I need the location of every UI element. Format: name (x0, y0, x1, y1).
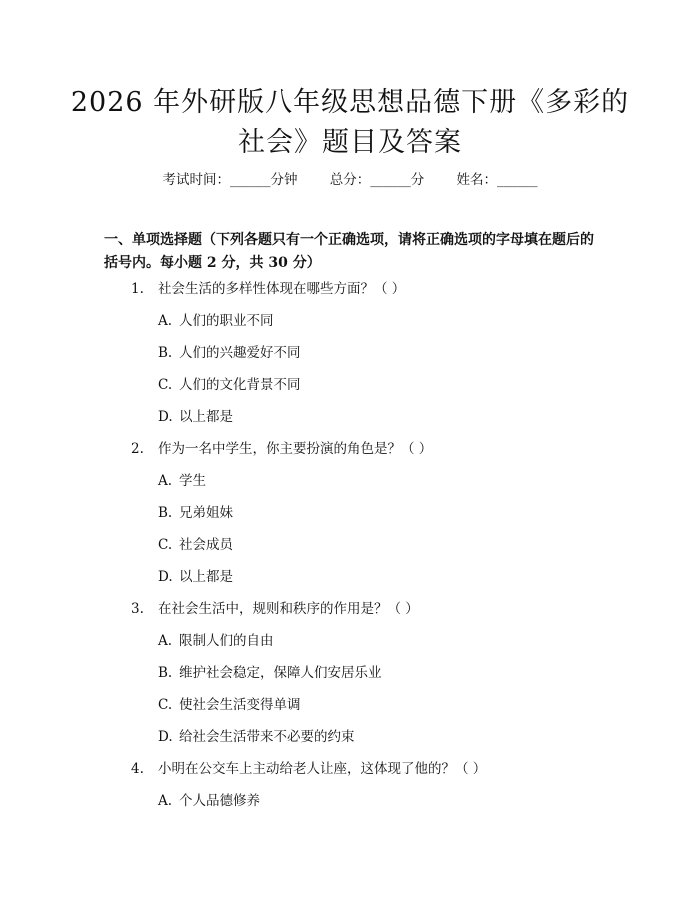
option-text: 限制人们的自由 (179, 633, 274, 649)
option-letter: D. (158, 569, 173, 585)
question-item (131, 279, 405, 299)
option-letter: A. (158, 793, 173, 809)
option-item (158, 631, 274, 651)
option-text: 给社会生活带来不必要的约束 (179, 729, 355, 745)
option-text: 个人品德修养 (179, 793, 260, 809)
question-text: 小明在公交车上主动给老人让座，这体现了他的？（ ） (158, 761, 487, 777)
option-letter: A. (158, 313, 173, 329)
question-item (131, 599, 419, 619)
option-text: 以上都是 (179, 569, 233, 585)
option-text: 兄弟姐妹 (179, 505, 233, 521)
question-text: 社会生活的多样性体现在哪些方面？（ ） (158, 281, 406, 297)
option-text: 人们的职业不同 (179, 313, 274, 329)
exam-meta (0, 168, 700, 188)
option-item (158, 727, 355, 747)
student-name-label: 姓名：______ (456, 172, 538, 188)
option-text: 社会成员 (179, 537, 233, 553)
option-item (158, 343, 301, 363)
option-text: 人们的兴趣爱好不同 (179, 345, 301, 361)
option-item (158, 791, 260, 811)
option-letter: B. (158, 345, 173, 361)
section-heading-single-choice: 一、单项选择题（下列各题只有一个正确选项，请将正确选项的字母填在题后的括号内。每小题 2 分，共 30 分） (104, 232, 594, 271)
document-title-line-1: 2026 年外研版八年级思想品德下册《多彩的 (70, 87, 630, 118)
option-letter: A. (158, 473, 173, 489)
option-item (158, 471, 206, 491)
question-number: 1. (131, 281, 144, 297)
question-number: 3. (131, 601, 144, 617)
option-letter: C. (158, 537, 173, 553)
question-text: 在社会生活中，规则和秩序的作用是？（ ） (158, 601, 419, 617)
option-letter: C. (158, 697, 173, 713)
option-letter: D. (158, 409, 173, 425)
option-item (158, 311, 274, 331)
option-letter: B. (158, 505, 173, 521)
option-item (158, 503, 233, 523)
option-item (158, 407, 233, 427)
question-number: 4. (131, 761, 144, 777)
option-item (158, 695, 301, 715)
option-item (158, 663, 382, 683)
option-text: 人们的文化背景不同 (179, 377, 301, 393)
option-text: 维护社会稳定，保障人们安居乐业 (179, 665, 382, 681)
question-item (131, 439, 432, 459)
option-letter: D. (158, 729, 173, 745)
option-text: 以上都是 (179, 409, 233, 425)
document-title-line-2: 社会》题目及答案 (238, 127, 462, 158)
option-letter: B. (158, 665, 173, 681)
option-text: 使社会生活变得单调 (179, 697, 301, 713)
total-score-label: 总分：______分 (329, 172, 425, 188)
option-letter: A. (158, 633, 173, 649)
option-item (158, 535, 233, 555)
option-text: 学生 (179, 473, 206, 489)
option-item (158, 375, 301, 395)
question-text: 作为一名中学生，你主要扮演的角色是？（ ） (158, 441, 433, 457)
question-number: 2. (131, 441, 144, 457)
option-letter: C. (158, 377, 173, 393)
option-item (158, 567, 233, 587)
question-item (131, 759, 486, 779)
exam-time-label: 考试时间：______分钟 (162, 172, 298, 188)
